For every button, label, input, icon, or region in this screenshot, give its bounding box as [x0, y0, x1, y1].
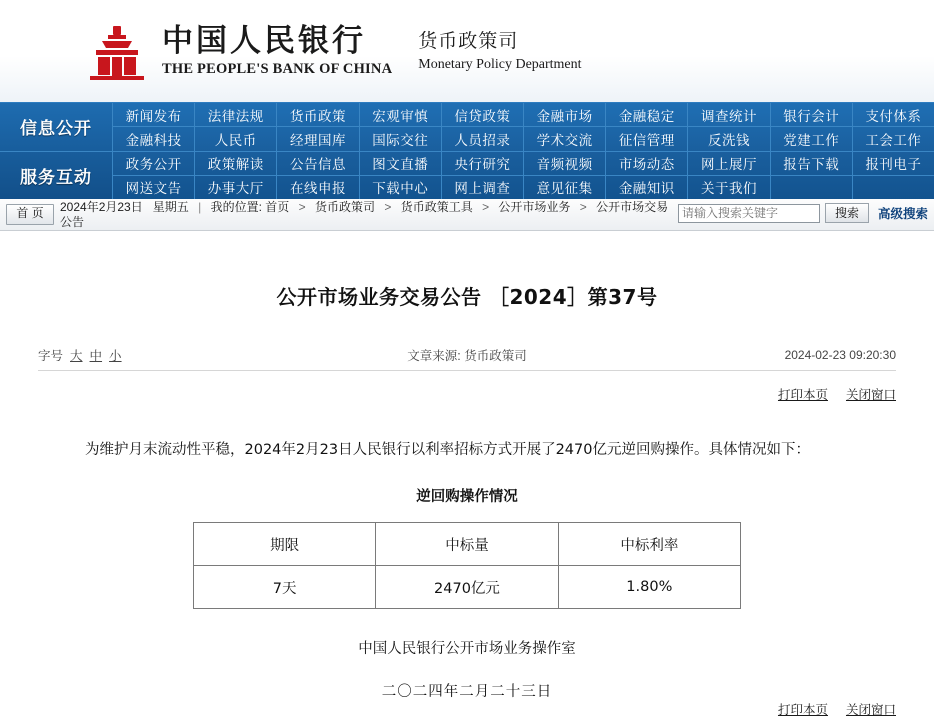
article-meta [38, 342, 896, 368]
nav-item-live-broadcast[interactable]: 图文直播 [359, 152, 441, 175]
nav-items-grid [112, 103, 934, 199]
nav-item-treasury[interactable]: 经理国库 [276, 127, 358, 150]
search-input[interactable] [678, 204, 820, 223]
article-timestamp: 2024-02-23 09:20:30 [784, 348, 896, 362]
article-paragraph: 为维护月末流动性平稳，2024年2月23日人民银行以利率招标方式开展了2470亿元逆回购操作。具体情况如下： [85, 442, 810, 458]
nav-item-laws[interactable]: 法律法规 [194, 103, 276, 126]
nav-item-placeholder-2 [852, 176, 934, 199]
nav-row-1 [112, 103, 934, 126]
font-size-large[interactable]: 大 [70, 349, 83, 363]
nav-item-audio-video[interactable]: 音频视频 [523, 152, 605, 175]
department-block [414, 29, 581, 73]
nav-item-financial-market[interactable]: 金融市场 [523, 103, 605, 126]
breadcrumb-bar [0, 199, 934, 231]
breadcrumb-item-open-market-operations[interactable]: 公开市场业务 [498, 199, 571, 214]
nav-item-central-bank-research[interactable]: 央行研究 [441, 152, 523, 175]
nav-item-financial-knowledge[interactable]: 金融知识 [605, 176, 687, 199]
nav-item-online-survey[interactable]: 网上调查 [441, 176, 523, 199]
main-navigation [0, 102, 934, 199]
breadcrumb-item-monetary-policy-tools[interactable]: 货币政策工具 [400, 199, 473, 214]
pboc-emblem-icon [86, 22, 148, 80]
breadcrumb-item-open-market-announcements[interactable]: 公开市场交易公告 [60, 199, 669, 229]
nav-item-credit-reference[interactable]: 征信管理 [605, 127, 687, 150]
breadcrumb-arrow-2: > [384, 199, 392, 214]
breadcrumb-divider: | [198, 199, 202, 214]
nav-item-monetary-policy[interactable]: 货币政策 [276, 103, 358, 126]
department-name-en: Monetary Policy Department [418, 56, 582, 72]
breadcrumb-item-monetary-policy-dept[interactable]: 货币政策司 [314, 199, 375, 214]
nav-row-4 [112, 175, 934, 199]
breadcrumb-arrow-3: > [482, 199, 490, 214]
meta-divider [38, 370, 896, 371]
advanced-search-link[interactable]: 高级搜索 [877, 207, 928, 221]
table-header-volume: 中标量 [376, 523, 558, 566]
nav-item-rmb[interactable]: 人民币 [194, 127, 276, 150]
nav-item-union-work[interactable]: 工会工作 [852, 127, 934, 150]
cell-term: 7天 [194, 566, 376, 609]
nav-item-international[interactable]: 国际交往 [359, 127, 441, 150]
site-header [0, 0, 934, 102]
article-tools-top [38, 385, 896, 403]
font-size-medium[interactable]: 中 [89, 349, 103, 363]
cell-volume: 2470亿元 [376, 566, 558, 609]
table-caption: 逆回购操作情况 [416, 489, 518, 506]
nav-item-service-hall[interactable]: 办事大厅 [194, 176, 276, 199]
nav-item-feedback[interactable]: 意见征集 [523, 176, 605, 199]
breadcrumb-item-home[interactable]: 首页 [265, 199, 290, 214]
nav-item-party-building[interactable]: 党建工作 [770, 127, 852, 150]
nav-item-market-news[interactable]: 市场动态 [605, 152, 687, 175]
print-page-link[interactable]: 打印本页 [777, 388, 828, 402]
nav-item-academic[interactable]: 学术交流 [523, 127, 605, 150]
nav-item-fintech[interactable]: 金融科技 [112, 127, 194, 150]
breadcrumb-arrow-1: > [298, 199, 306, 214]
article-date: 二〇二四年二月二十三日 [381, 684, 553, 701]
table-header-row [194, 523, 741, 566]
nav-item-notices[interactable]: 网送文告 [112, 176, 194, 199]
nav-group-info-disclosure[interactable]: 信息公开 [20, 119, 92, 140]
nav-item-about-us[interactable]: 关于我们 [687, 176, 769, 199]
nav-item-payment-system[interactable]: 支付体系 [852, 103, 934, 126]
article-source: 文章来源: 货币政策司 [407, 349, 527, 363]
font-size-small[interactable]: 小 [109, 349, 122, 363]
department-name-cn: 货币政策司 [418, 30, 519, 53]
breadcrumb-arrow-4: > [579, 199, 587, 214]
cell-rate: 1.80% [558, 566, 740, 609]
nav-item-government-affairs[interactable]: 政务公开 [112, 152, 194, 175]
search-button[interactable]: 搜索 [825, 203, 869, 223]
page-title: 公开市场业务交易公告 ［2024］第37号 [276, 285, 658, 309]
bank-name-en: THE PEOPLE'S BANK OF CHINA [162, 61, 393, 78]
search-area [678, 203, 928, 223]
breadcrumb [60, 200, 670, 230]
home-button[interactable]: 首 页 [6, 204, 54, 225]
nav-row-3 [112, 151, 934, 175]
nav-item-macroprudential[interactable]: 宏观审慎 [359, 103, 441, 126]
reverse-repo-table [193, 522, 741, 609]
nav-item-anti-money-laundering[interactable]: 反洗钱 [687, 127, 769, 150]
nav-item-periodicals[interactable]: 报刊电子 [852, 152, 934, 175]
nav-item-placeholder-1 [770, 176, 852, 199]
nav-item-policy-interpretation[interactable]: 政策解读 [194, 152, 276, 175]
nav-item-news[interactable]: 新闻发布 [112, 103, 194, 126]
nav-item-financial-stability[interactable]: 金融稳定 [605, 103, 687, 126]
font-size-label: 字号 [38, 349, 64, 363]
nav-item-report-download[interactable]: 报告下载 [770, 152, 852, 175]
nav-group-service-interaction[interactable]: 服务互动 [0, 151, 112, 200]
nav-item-download-center[interactable]: 下载中心 [359, 176, 441, 199]
close-window-link[interactable]: 关闭窗口 [845, 388, 896, 402]
nav-item-credit-policy[interactable]: 信贷政策 [441, 103, 523, 126]
nav-item-bank-accounting[interactable]: 银行会计 [770, 103, 852, 126]
nav-item-announcements[interactable]: 公告信息 [276, 152, 358, 175]
article-signature: 中国人民银行公开市场业务操作室 [358, 641, 576, 658]
nav-row-2 [112, 126, 934, 150]
bank-name-block [162, 24, 392, 79]
table-header-term: 期限 [194, 523, 376, 566]
breadcrumb-date: 2024年2月23日 [60, 199, 143, 214]
nav-item-online-declaration[interactable]: 在线申报 [276, 176, 358, 199]
nav-item-online-exhibition[interactable]: 网上展厅 [687, 152, 769, 175]
bank-name-cn: 中国人民银行 [162, 22, 366, 59]
article-container [0, 231, 934, 728]
print-page-link-bottom[interactable]: 打印本页 [777, 703, 828, 717]
table-header-rate: 中标利率 [558, 523, 740, 566]
breadcrumb-location-label: 我的位置: [210, 199, 262, 214]
nav-group-column [0, 103, 112, 199]
article-tools-bottom [778, 700, 896, 718]
nav-item-survey-statistics[interactable]: 调查统计 [687, 103, 769, 126]
breadcrumb-weekday: 星期五 [152, 199, 189, 214]
table-row [194, 566, 741, 609]
close-window-link-bottom[interactable]: 关闭窗口 [845, 703, 896, 717]
nav-item-recruitment[interactable]: 人员招录 [441, 127, 523, 150]
